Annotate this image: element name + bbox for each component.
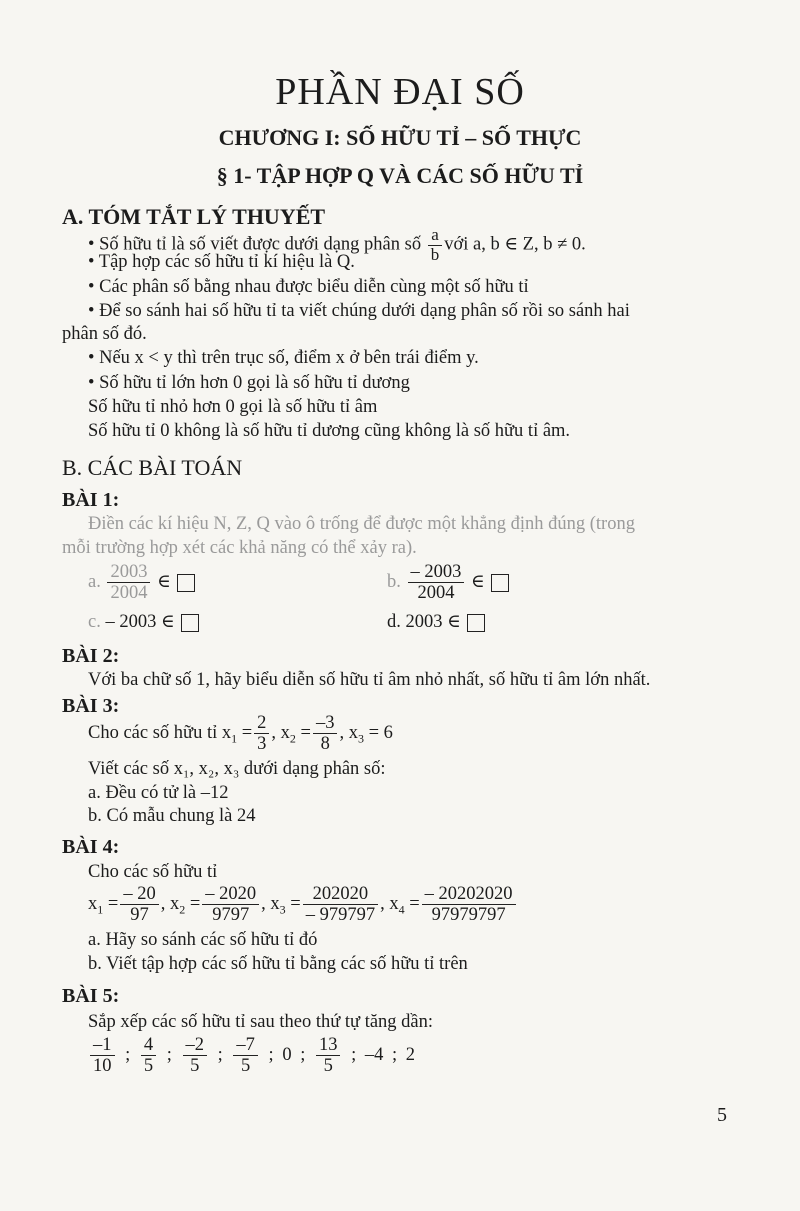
answer-box[interactable] [467,614,485,632]
bai5-title: BÀI 5: [62,985,120,1007]
theory-line-8: Số hữu tỉ 0 không là số hữu tỉ dương cũng không là số hữu tỉ âm. [88,421,571,441]
theory-line-5: • Nếu x < y thì trên trục số, điểm x ở bên trái điểm y. [88,348,479,368]
problems-heading: B. CÁC BÀI TOÁN [62,455,243,480]
fraction: $\frac{13}{5}$ [316,1035,341,1077]
bai1-item-d: d. 2003 ∈ [387,611,485,633]
bai3-item-b: b. Có mẫu chung là 24 [88,806,256,826]
theory-line-4a: • Để so sánh hai số hữu tỉ ta viết chúng dưới dạng phân số rồi so sánh hai [88,301,630,321]
bai3-title: BÀI 3: [62,695,120,717]
bai4-item-b: b. Viết tập hợp các số hữu tỉ bằng các số hữu tỉ trên [88,954,468,974]
fraction: $\frac{2}{3}$ [254,713,269,755]
bai5-line-1: Sắp xếp các số hữu tỉ sau theo thứ tự tăng dần: [88,1012,434,1032]
bai4-item-a: a. Hãy so sánh các số hữu tỉ đó [88,930,318,950]
page-number: 5 [717,1104,727,1126]
theory-line-3: • Các phân số bằng nhau được biểu diễn cùng một số hữu tỉ [88,277,529,297]
fraction: $\frac{-2}{5}$ [183,1035,208,1077]
bai3-line-2: Viết các số x₁, x₂, x₃ dưới dạng phân số: [88,759,386,779]
fraction: $\frac{-1}{10}$ [90,1035,115,1077]
theory-line-7: Số hữu tỉ nhỏ hơn 0 gọi là số hữu tỉ âm [88,397,378,417]
bai1-line-2: mỗi trường hợp xét các khả năng có thể xảy ra). [62,538,417,558]
bai1-item-b: b. $\frac{- 2003}{2004}$ ∈ [387,562,509,604]
answer-box[interactable] [491,574,509,592]
fraction: $\frac{- 20}{97}$ [120,884,158,926]
bai3-item-a: a. Đều có tử là –12 [88,783,229,803]
bai1-item-a: a. $\frac{2003}{2004}$ ∈ [88,562,195,604]
answer-box[interactable] [177,574,195,592]
bai4-line-1: Cho các số hữu tỉ [88,862,218,882]
bai1-line-1: Điền các kí hiệu N, Z, Q vào ô trống để được một khẳng định đúng (trong [88,514,635,534]
fraction: $\frac{202020}{- 979797}$ [303,884,378,926]
fraction: $\frac{-7}{5}$ [233,1035,258,1077]
fraction: $\frac{-3}{8}$ [313,713,338,755]
bai3-line-1: Cho các số hữu tỉ $x_1$ = $\frac{2}{3}$ , $x_2$ = $\frac{-3}{8}$ , $x_3 = 6$ [88,713,393,755]
theory-line-1: • Số hữu tỉ là số viết được dưới dạng phân số $\frac{a}{b}$ với a, b ∈ Z, b ≠ 0. [88,225,586,264]
section-title: § 1- TẬP HỢP Q VÀ CÁC SỐ HỮU TỈ [216,163,584,188]
bai1-title: BÀI 1: [62,489,120,511]
fraction: $\frac{- 2003}{2004}$ [408,562,465,604]
fraction: $\frac{2003}{2004}$ [107,562,150,604]
theory-line-2: • Tập hợp các số hữu tỉ kí hiệu là Q. [88,252,355,272]
chapter-title: CHƯƠNG I: SỐ HỮU TỈ – SỐ THỰC [218,125,582,150]
bai5-values: $\frac{-1}{10}$ ; $\frac{4}{5}$ ; $\frac{-2}{5}$ ; $\frac{-7}{5}$ ; 0 ; $\frac{13}{5}$ ; –4 ; 2 [88,1035,415,1077]
theory-line-4b: phân số đó. [62,324,147,344]
fraction-a-over-b: $\frac{a}{b}$ [428,226,443,264]
part-title: PHẦN ĐẠI SỐ [275,71,525,113]
theory-heading: A. TÓM TẮT LÝ THUYẾT [62,204,326,229]
fraction: $\frac{4}{5}$ [141,1035,156,1077]
bai4-fractions: $x_1$ = $\frac{- 20}{97}$ , $x_2$ = $\frac{- 2020}{9797}$ , $x_3$ = $\frac{202020}{- 979797}$ , $x_4$ = $\frac{- 20202020}{97979797}$ [88,884,518,926]
bai1-item-c: c. – 2003 ∈ [88,611,199,633]
bai2-title: BÀI 2: [62,645,120,667]
answer-box[interactable] [181,614,199,632]
fraction: $\frac{- 2020}{9797}$ [202,884,259,926]
theory-line-6: • Số hữu tỉ lớn hơn 0 gọi là số hữu tỉ dương [88,373,410,393]
bai4-title: BÀI 4: [62,836,120,858]
bai2-line-1: Với ba chữ số 1, hãy biểu diễn số hữu tỉ âm nhỏ nhất, số hữu tỉ âm lớn nhất. [88,670,651,690]
fraction: $\frac{- 20202020}{97979797}$ [422,884,516,926]
